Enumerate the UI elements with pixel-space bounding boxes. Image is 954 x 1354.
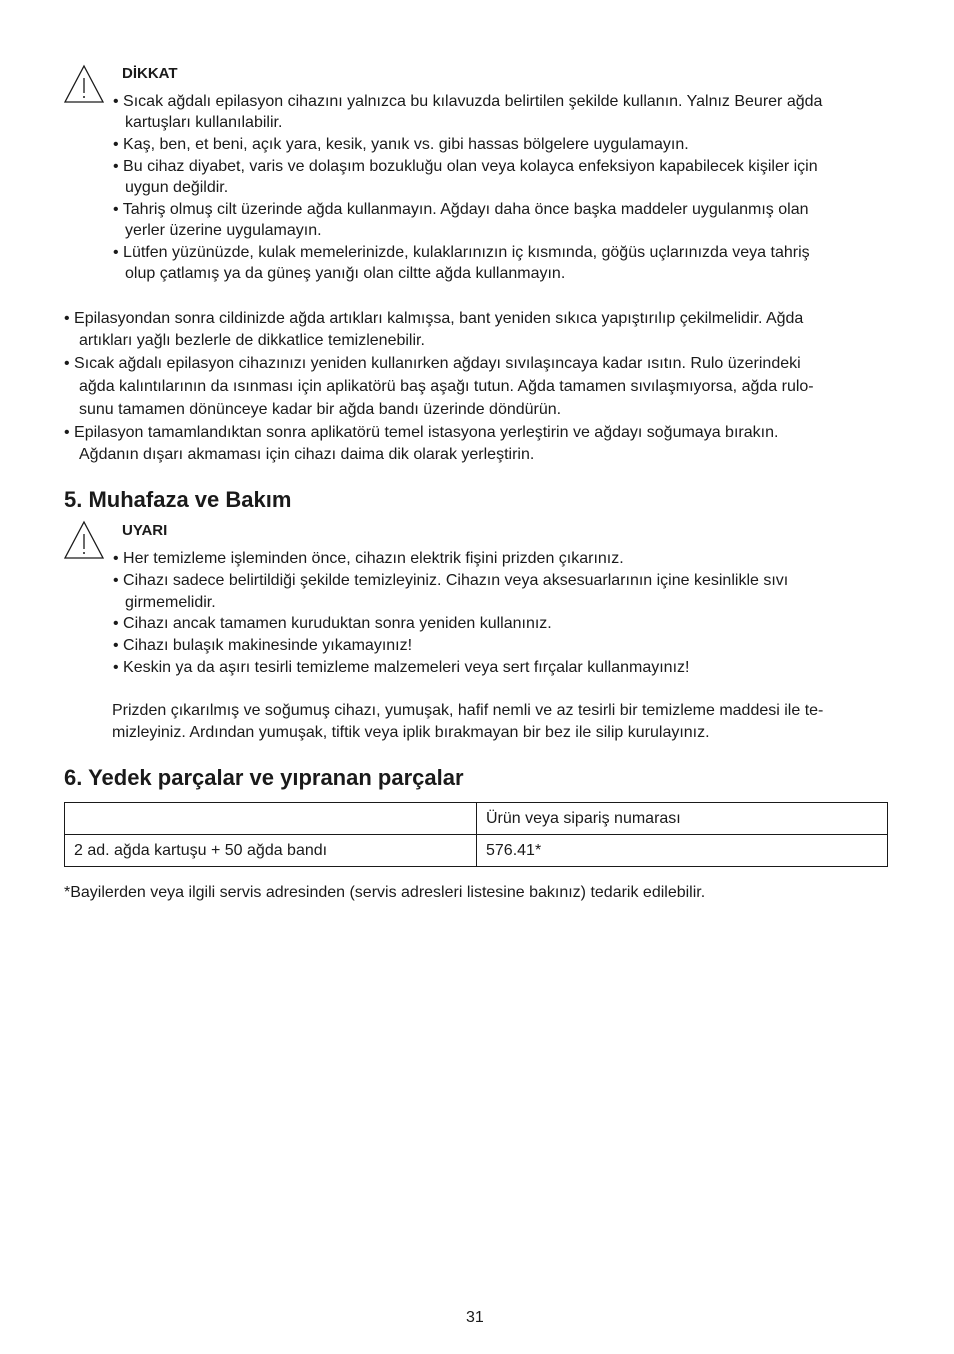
warning-label: DİKKAT (122, 65, 178, 82)
list-item: • Cihazı sadece belirtildiği şekilde temizleyiniz. Cihazın veya aksesuarlarının içine kesinlikle sıvı (113, 572, 789, 589)
table-row (65, 835, 888, 867)
list-item: • Cihazı ancak tamamen kuruduktan sonra yeniden kullanınız. (113, 615, 552, 632)
list-item-cont: Ağdanın dışarı akmaması için cihazı daima dik olarak yerleştirin. (79, 446, 535, 463)
list-item-cont: ağda kalıntılarının da ısınması için aplikatörü baş aşağı tutun. Ağda tamamen sıvılaşmıyorsa, ağda rulo- (79, 378, 814, 395)
page-number: 31 (466, 1309, 484, 1326)
list-item-cont: olup çatlamış ya da güneş yanığı olan ciltte ağda kullanmayın. (125, 265, 566, 282)
list-item: • Sıcak ağdalı epilasyon cihazınızı yeniden kullanırken ağdayı sıvılaşıncaya kadar ısıtın. Rulo üzerindeki (64, 355, 801, 372)
section-heading: 6. Yedek parçalar ve yıpranan parçalar (64, 765, 464, 790)
spare-parts-table (64, 802, 888, 867)
section-heading: 5. Muhafaza ve Bakım (64, 487, 292, 512)
list-item-cont: yerler üzerine uygulamayın. (125, 222, 322, 239)
footnote: *Bayilerden veya ilgili servis adresinden (servis adresleri listesine bakınız) tedarik edilebilir. (64, 884, 706, 901)
list-item-cont: uygun değildir. (125, 179, 229, 196)
paragraph-line: mizleyiniz. Ardından yumuşak, tiftik veya iplik bırakmayan bir bez ile silip kurulayınız. (112, 724, 710, 741)
list-item: • Lütfen yüzünüzde, kulak memelerinizde, kulaklarınızın iç kısmında, göğüs uçlarınızda veya tahriş (113, 244, 810, 261)
list-item: • Her temizleme işleminden önce, cihazın elektrik fişini prizden çıkarınız. (113, 550, 624, 567)
list-item: • Tahriş olmuş cilt üzerinde ağda kullanmayın. Ağdayı daha önce başka maddeler uygulanmış olan (113, 201, 809, 218)
list-item-cont: girmemelidir. (125, 594, 216, 611)
list-item: • Bu cihaz diyabet, varis ve dolaşım bozukluğu olan veya kolayca enfeksiyon kapabilecek kişiler için (113, 158, 818, 175)
table-header-row (65, 803, 888, 835)
table-cell: 2 ad. ağda kartuşu + 50 ağda bandı (65, 835, 477, 867)
warning-label: UYARI (122, 522, 168, 539)
warning-triangle-icon (63, 520, 105, 560)
list-item-cont: artıkları yağlı bezlerle de dikkatlice temizlenebilir. (79, 332, 425, 349)
list-item: • Sıcak ağdalı epilasyon cihazını yalnızca bu kılavuzda belirtilen şekilde kullanın. Yalnız Beurer ağda (113, 93, 823, 110)
table-cell: 576.41* (477, 835, 888, 867)
paragraph-line: Prizden çıkarılmış ve soğumuş cihazı, yumuşak, hafif nemli ve az tesirli bir temizleme maddesi ile te- (112, 702, 824, 719)
list-item: • Keskin ya da aşırı tesirli temizleme malzemeleri veya sert fırçalar kullanmayınız! (113, 659, 690, 676)
warning-triangle-icon (63, 64, 105, 104)
list-item: • Kaş, ben, et beni, açık yara, kesik, yanık vs. gibi hassas bölgelere uygulamayın. (113, 136, 689, 153)
list-item: • Epilasyondan sonra cildinizde ağda artıkları kalmışsa, bant yeniden sıkıca yapıştırılıp çekilmelidir. Ağda (64, 310, 804, 327)
table-header-cell: Ürün veya sipariş numarası (477, 803, 888, 835)
list-item: • Cihazı bulaşık makinesinde yıkamayınız! (113, 637, 413, 654)
table-header-cell (65, 803, 477, 835)
list-item-cont: kartuşları kullanılabilir. (125, 114, 283, 131)
list-item: • Epilasyon tamamlandıktan sonra aplikatörü temel istasyona yerleştirin ve ağdayı soğumaya bırakın. (64, 424, 779, 441)
list-item-cont: sunu tamamen dönünceye kadar bir ağda bandı üzerinde döndürün. (79, 401, 562, 418)
